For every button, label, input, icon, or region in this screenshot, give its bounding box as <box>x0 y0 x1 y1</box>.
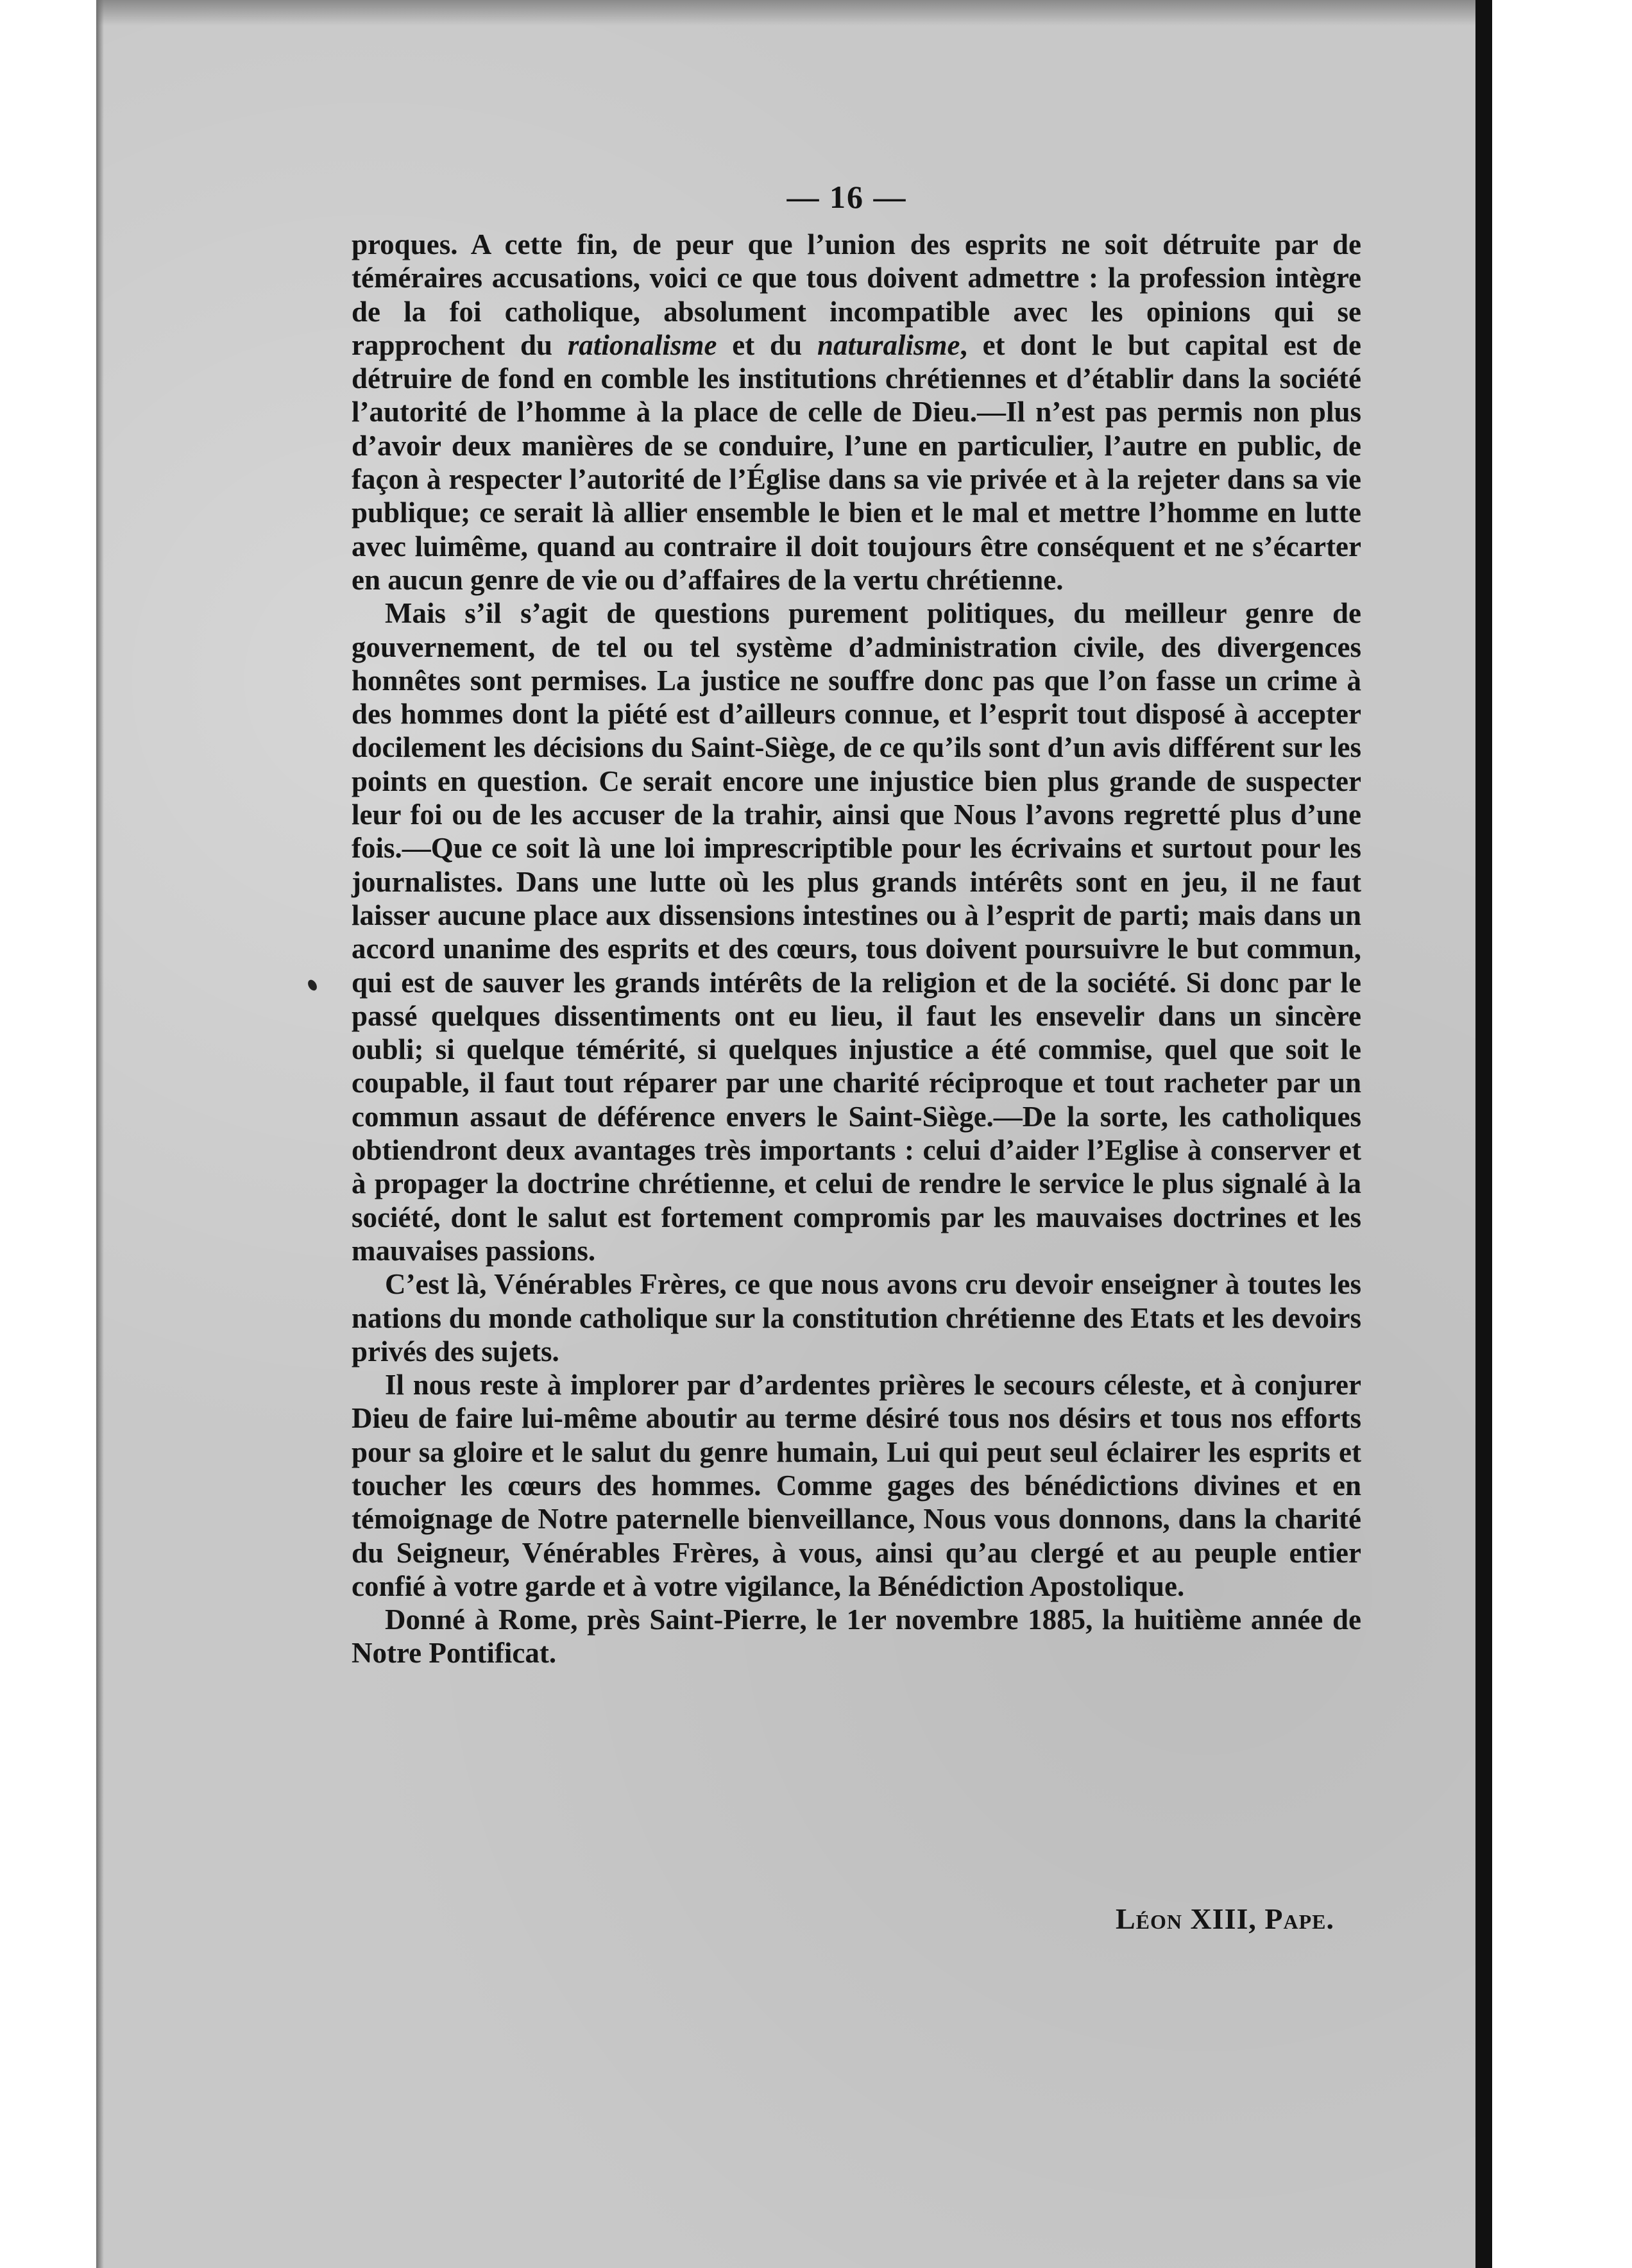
paragraph-1-part-3: , et dont le but capital est de détruire de fond en comble les institutions chrétiennes et d’établir dans la société l’autorité de l’homme à la place de celle de Dieu.—Il n’est pas permis non plus d’avoir deux manières de se conduire, l’une en particulier, l’autre en public, de façon à respecter l’autorité de l’Église dans sa vie privée et à la rejeter dans sa vie publique; ce serait là allier ensemble le bien et le mal et mettre l’homme en lutte avec luimême, quand au contraire il doit toujours être conséquent et ne s’écarter en aucun genre de vie ou d’affaires de la vertu chrétienne. <box>352 328 1362 596</box>
paragraph-5: Donné à Rome, près Saint-Pierre, le 1er novembre 1885, la huitième année de Notre Pontificat. <box>352 1604 1361 1670</box>
paragraph-3: C’est là, Vénérables Frères, ce que nous avons cru devoir enseigner à toutes les nations du monde catholique sur la constitution chrétienne des Etats et les devoirs privés des sujets. <box>352 1268 1361 1367</box>
paragraph-1 <box>352 228 1361 597</box>
page-top-shadow <box>96 0 1482 26</box>
page-left-edge <box>96 0 104 2268</box>
page-number: — 16 — <box>786 179 907 215</box>
scan-right-border <box>1475 0 1492 2268</box>
paragraph-1-part-2: et du <box>717 328 817 361</box>
paragraph-2: Mais s’il s’agit de questions purement politiques, du meilleur genre de gouvernement, de tel ou tel système d’administration civile, des divergences honnêtes sont permises. La justice ne souffre donc pas que l’on fasse un crime à des hommes dont la piété est d’ailleurs connue, et l’esprit tout disposé à accepter docilement les décisions du Saint-Siège, de ce qu’ils sont d’un avis différent sur les points en question. Ce serait encore une injustice bien plus grande de suspecter leur foi ou de les accuser de la trahir, ainsi que Nous l’avons regretté plus d’une fois.—Que ce soit là une loi imprescriptible pour les écrivains et surtout pour les journalistes. Dans une lutte où les plus grands intérêts sont en jeu, il ne faut laisser aucune place aux dissensions intestines ou à l’esprit de parti; mais dans un accord unanime des esprits et des cœurs, tous doivent poursuivre le but commun, qui est de sauver les grands intérêts de la religion et de la société. Si donc par le passé quelques dissentiments ont eu lieu, il faut les ensevelir dans un sincère oubli; si quelque témérité, si quelques injustice a été commise, quel que soit le coupable, il faut tout réparer par une charité réciproque et tout racheter par un commun assaut de déférence envers le Saint-Siège.—De la sorte, les catholiques obtiendront deux avantages très importants : celui d’aider l’Eglise à conserver et à propager la doctrine chrétienne, et celui de rendre le service le plus signalé à la société, dont le salut est fortement compromis par les mauvaises doctrines et les mauvaises passions. <box>352 597 1361 1267</box>
signature: Léon XIII, Pape. <box>1115 1902 1334 1935</box>
body-text <box>352 228 1361 1670</box>
paragraph-1-italic-rationalisme: rationalisme <box>567 328 717 361</box>
paragraph-1-part-1: proques. A cette fin, de peur que l’union des esprits ne soit détruite par de téméraires accusations, voici ce que tous doivent admettre : la profession intègre de la foi catholique, absolument incompatible avec les opinions qui se rapprochent du <box>352 228 1361 361</box>
paragraph-1-italic-naturalisme: naturalisme <box>817 328 960 361</box>
paragraph-4: Il nous reste à implorer par d’ardentes prières le secours céleste, et à conjurer Dieu de faire lui-même aboutir au terme désiré tous nos désirs et tous nos efforts pour sa gloire et le salut du genre humain, Lui qui peut seul éclairer les esprits et toucher les cœurs des hommes. Comme gages des bénédictions divines et en témoignage de Notre paternelle bienveillance, Nous vous donnons, dans la charité du Seigneur, Vénérables Frères, à vous, ainsi qu’au clergé et au peuple entier confié à votre garde et à votre vigilance, la Bénédiction Apostolique. <box>352 1369 1361 1602</box>
